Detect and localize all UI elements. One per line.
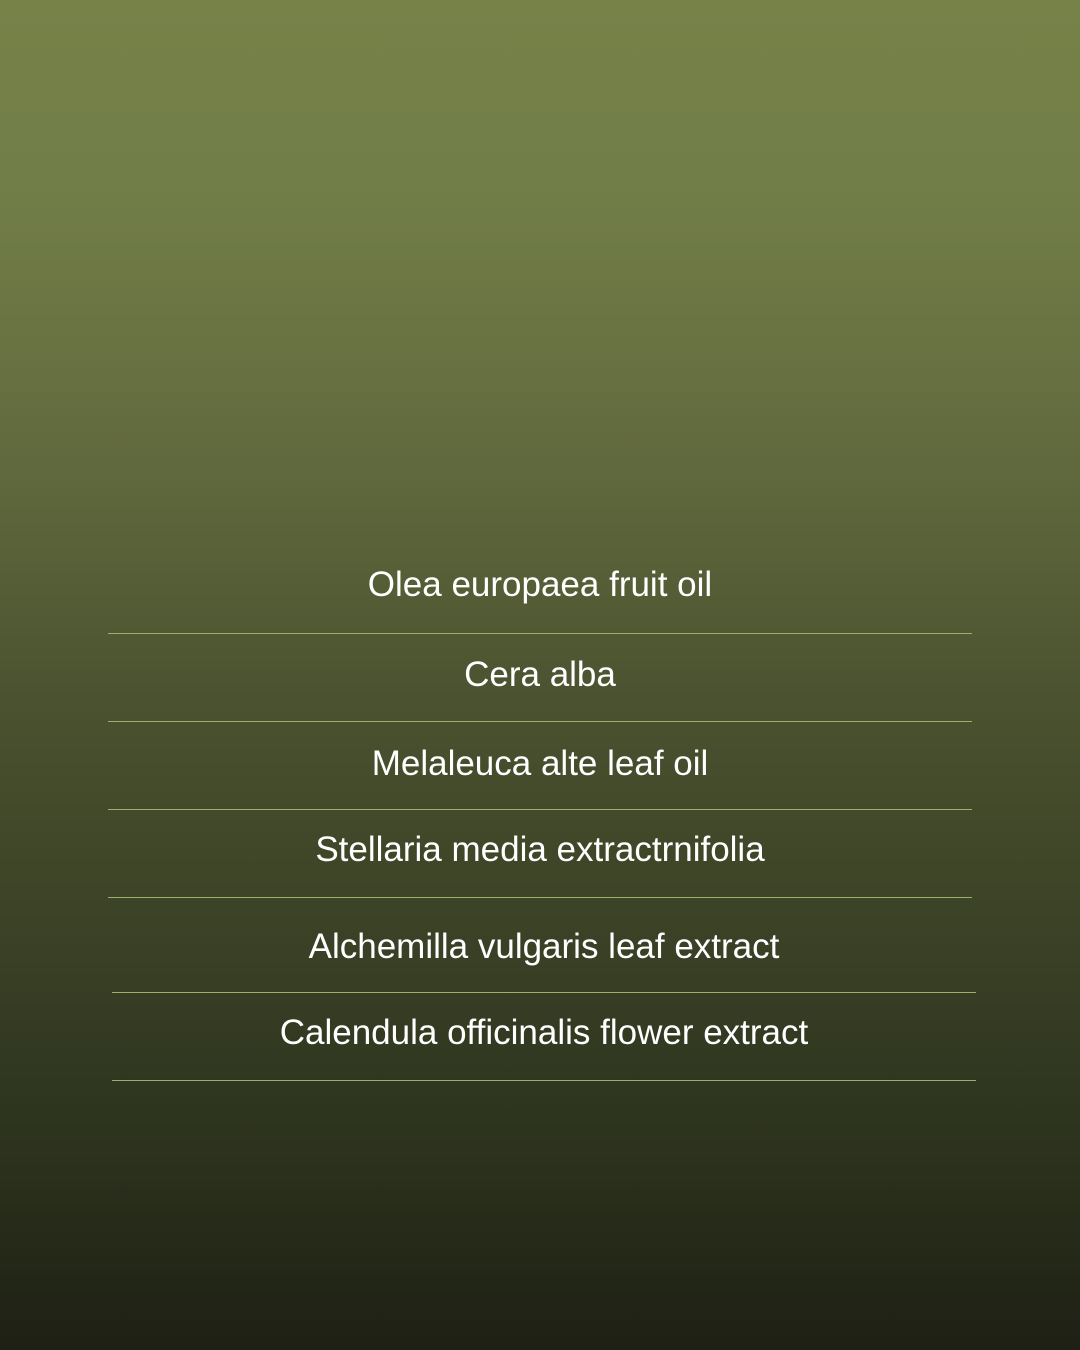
list-item [108, 722, 972, 810]
ingredient-name: Olea europaea fruit oil [367, 565, 713, 604]
ingredient-name: Stellaria media extractrnifolia [315, 830, 765, 869]
ingredient-name: Cera alba [464, 655, 616, 694]
list-item [108, 565, 972, 634]
ingredient-name: Calendula officinalis flower extract [279, 1013, 809, 1052]
ingredient-name: Alchemilla vulgaris leaf extract [308, 927, 780, 966]
list-item [108, 634, 972, 722]
list-item [108, 810, 972, 898]
list-item [112, 993, 976, 1081]
ingredient-name: Melaleuca alte leaf oil [371, 744, 709, 783]
list-item [112, 898, 976, 993]
